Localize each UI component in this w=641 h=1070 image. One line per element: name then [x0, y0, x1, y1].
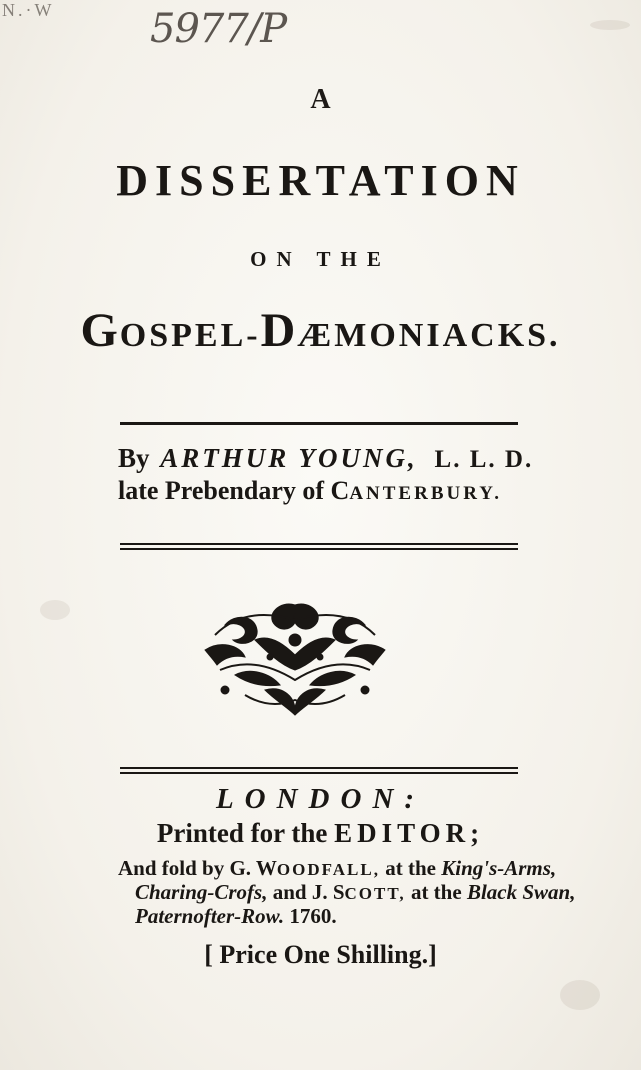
- double-rule-bottom-2: [120, 772, 518, 774]
- sold-name-caps: OODFALL,: [276, 860, 380, 879]
- price-note: [ Price One Shilling.]: [204, 940, 437, 969]
- imprint-sold-line-2: [135, 880, 575, 905]
- title-subject-text-2: ÆMONIACKS.: [297, 317, 561, 354]
- title-article: A: [310, 84, 331, 115]
- author-position: [118, 476, 502, 506]
- imprint-sold-line-1: [118, 856, 556, 881]
- title-connector: ON THE: [250, 247, 391, 271]
- sold-text-d: at the: [410, 880, 462, 904]
- divider-rule: [120, 422, 518, 425]
- library-stamp: N.·W: [2, 0, 55, 20]
- sold-sign-2: Black Swan,: [466, 880, 576, 904]
- double-rule-bottom: [120, 548, 518, 550]
- sold-name-caps-2: COTT,: [344, 884, 406, 903]
- sold-text-c: and J. S: [272, 880, 345, 904]
- sold-text-b: at the: [385, 856, 436, 880]
- shelfmark: 5977/P: [150, 6, 287, 52]
- imprint-year: 1760.: [289, 904, 337, 928]
- double-rule-top: [120, 543, 518, 545]
- title-main: DISSERTATION: [116, 156, 525, 205]
- sold-sign: King's-Arms,: [441, 856, 557, 880]
- title-subject-text: OSPEL-: [119, 317, 261, 354]
- by-label: By: [118, 443, 150, 473]
- foxing-spot: [590, 20, 630, 30]
- sold-place: Charing-Crofs,: [135, 880, 268, 904]
- title-subject: [0, 303, 641, 358]
- double-rule-top-2: [120, 767, 518, 769]
- author-position-caps: ANTERBURY.: [349, 483, 502, 504]
- imprint-city: LONDON:: [215, 783, 426, 815]
- author-line: [118, 443, 533, 474]
- imprint-printed-line: [0, 818, 641, 849]
- sold-street: Paternofter-Row.: [135, 904, 285, 928]
- sold-text-a: And fold by G. W: [118, 856, 277, 880]
- printed-for-editor: EDITOR;: [334, 818, 485, 848]
- foxing-spot: [560, 980, 600, 1010]
- author-degree: L. L. D.: [434, 446, 534, 473]
- author-name: ARTHUR YOUNG,: [160, 443, 418, 473]
- title-subject-initial-2: D: [260, 304, 298, 357]
- imprint-sold-line-3: [135, 904, 337, 929]
- author-position-text: late Prebendary of C: [118, 476, 350, 505]
- title-subject-initial: G: [80, 304, 120, 357]
- printed-for-text: Printed for the: [156, 818, 328, 848]
- foxing-spot: [40, 600, 70, 620]
- printers-ornament-icon: [195, 595, 395, 720]
